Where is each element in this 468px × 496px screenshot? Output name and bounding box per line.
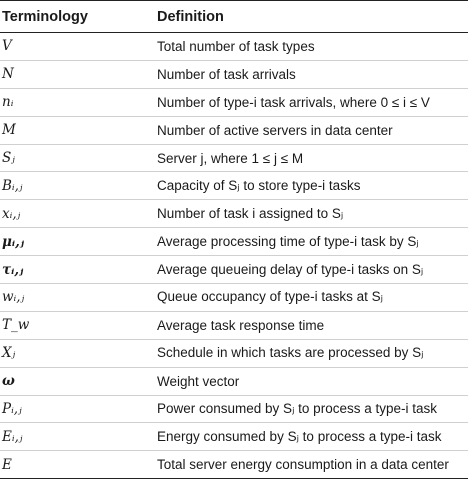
definition-cell: Energy consumed by Sⱼ to process a type-i task — [153, 423, 468, 451]
definition-cell: Number of active servers in data center — [153, 116, 468, 144]
definition-cell: Number of task i assigned to Sⱼ — [153, 200, 468, 228]
table-row — [0, 172, 468, 200]
term-cell: μᵢ,ⱼ — [0, 228, 153, 256]
definition-cell: Server j, where 1 ≤ j ≤ M — [153, 144, 468, 172]
table-row — [0, 228, 468, 256]
table-row — [0, 451, 468, 479]
term-cell: M — [0, 116, 153, 144]
table-row — [0, 423, 468, 451]
definition-cell: Capacity of Sⱼ to store type-i tasks — [153, 172, 468, 200]
definition-cell: Total server energy consumption in a data center — [153, 451, 468, 479]
term-cell: T_w — [0, 311, 153, 339]
term-cell: Pᵢ,ⱼ — [0, 395, 153, 423]
term-cell: nᵢ — [0, 88, 153, 116]
table-row — [0, 284, 468, 312]
term-cell: τᵢ,ⱼ — [0, 256, 153, 284]
term-cell: xᵢ,ⱼ — [0, 200, 153, 228]
definition-cell: Number of task arrivals — [153, 60, 468, 88]
definition-cell: Schedule in which tasks are processed by Sⱼ — [153, 339, 468, 367]
table-row — [0, 88, 468, 116]
table-row — [0, 395, 468, 423]
definition-cell: Total number of task types — [153, 33, 468, 61]
table-row — [0, 60, 468, 88]
term-cell: Eᵢ,ⱼ — [0, 423, 153, 451]
table-row — [0, 200, 468, 228]
table-row — [0, 116, 468, 144]
definition-cell: Number of type-i task arrivals, where 0 ≤ i ≤ V — [153, 88, 468, 116]
term-cell: N — [0, 60, 153, 88]
definition-cell: Power consumed by Sⱼ to process a type-i task — [153, 395, 468, 423]
term-cell: wᵢ,ⱼ — [0, 284, 153, 312]
table-row — [0, 367, 468, 395]
table-row — [0, 33, 468, 61]
term-cell: Bᵢ,ⱼ — [0, 172, 153, 200]
table-row — [0, 311, 468, 339]
header-terminology: Terminology — [0, 1, 153, 33]
table-header-row — [0, 1, 468, 33]
definition-cell: Average task response time — [153, 311, 468, 339]
term-cell: Sⱼ — [0, 144, 153, 172]
definition-cell: Queue occupancy of type-i tasks at Sⱼ — [153, 284, 468, 312]
definition-cell: Average processing time of type-i task by Sⱼ — [153, 228, 468, 256]
term-cell: E — [0, 451, 153, 479]
header-definition: Definition — [153, 1, 468, 33]
term-cell: V — [0, 33, 153, 61]
table-row — [0, 339, 468, 367]
term-cell: Xⱼ — [0, 339, 153, 367]
table-row — [0, 256, 468, 284]
table-row — [0, 144, 468, 172]
definition-cell: Weight vector — [153, 367, 468, 395]
term-cell: ω — [0, 367, 153, 395]
definition-cell: Average queueing delay of type-i tasks on Sⱼ — [153, 256, 468, 284]
